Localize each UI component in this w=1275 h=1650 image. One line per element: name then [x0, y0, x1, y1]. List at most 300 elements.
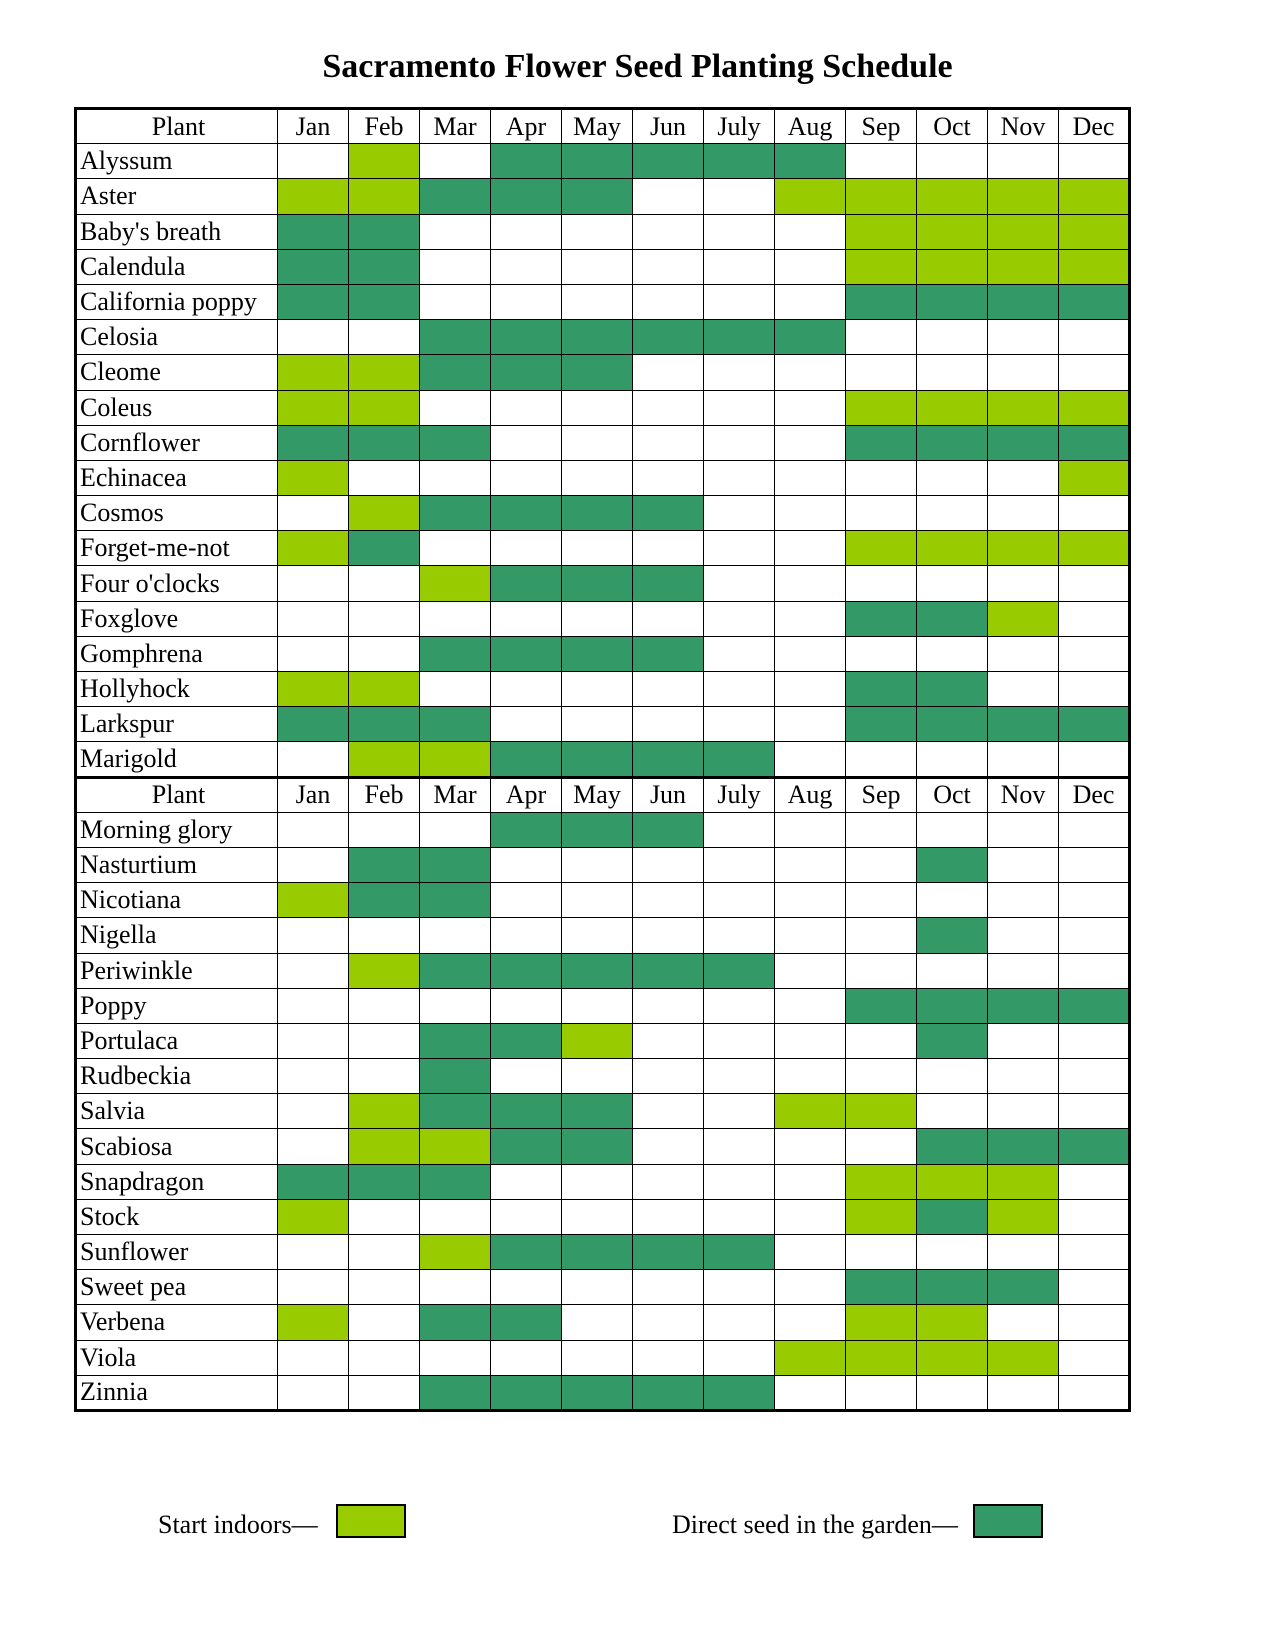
cell-empty: [775, 1235, 846, 1270]
cell-direct-seed: [988, 284, 1059, 319]
cell-empty: [349, 566, 420, 601]
cell-empty: [775, 496, 846, 531]
cell-empty: [988, 1094, 1059, 1129]
cell-empty: [562, 1059, 633, 1094]
cell-start-indoors: [917, 179, 988, 214]
cell-empty: [704, 847, 775, 882]
page-title: Sacramento Flower Seed Planting Schedule: [322, 48, 953, 85]
cell-direct-seed: [491, 953, 562, 988]
plant-name: Celosia: [76, 320, 278, 355]
cell-empty: [846, 953, 917, 988]
cell-direct-seed: [420, 1023, 491, 1058]
cell-empty: [491, 672, 562, 707]
cell-empty: [562, 1199, 633, 1234]
cell-direct-seed: [562, 1129, 633, 1164]
cell-empty: [420, 214, 491, 249]
column-header-month: Dec: [1059, 777, 1130, 812]
cell-direct-seed: [491, 566, 562, 601]
cell-empty: [704, 179, 775, 214]
cell-direct-seed: [562, 320, 633, 355]
cell-empty: [349, 1023, 420, 1058]
plant-name: Larkspur: [76, 707, 278, 742]
cell-empty: [562, 425, 633, 460]
cell-direct-seed: [633, 144, 704, 179]
table-row: [76, 566, 1130, 601]
cell-empty: [704, 566, 775, 601]
cell-direct-seed: [420, 1305, 491, 1340]
table-row: [76, 1059, 1130, 1094]
cell-direct-seed: [704, 953, 775, 988]
cell-empty: [562, 1270, 633, 1305]
cell-empty: [917, 355, 988, 390]
table-row: [76, 460, 1130, 495]
cell-empty: [278, 1270, 349, 1305]
column-header-plant: Plant: [76, 777, 278, 812]
cell-direct-seed: [420, 636, 491, 671]
column-header-month: May: [562, 777, 633, 812]
cell-direct-seed: [633, 320, 704, 355]
cell-empty: [633, 1199, 704, 1234]
cell-empty: [349, 918, 420, 953]
cell-empty: [420, 249, 491, 284]
cell-empty: [1059, 1235, 1130, 1270]
cell-start-indoors: [988, 179, 1059, 214]
cell-start-indoors: [988, 249, 1059, 284]
cell-empty: [420, 284, 491, 319]
column-header-month: Sep: [846, 777, 917, 812]
cell-direct-seed: [704, 144, 775, 179]
cell-empty: [633, 1270, 704, 1305]
cell-empty: [775, 636, 846, 671]
cell-empty: [349, 812, 420, 847]
cell-direct-seed: [562, 636, 633, 671]
cell-start-indoors: [349, 496, 420, 531]
cell-empty: [917, 566, 988, 601]
cell-empty: [1059, 1023, 1130, 1058]
cell-empty: [420, 1270, 491, 1305]
column-header-month: Jan: [278, 777, 349, 812]
table-row: [76, 742, 1130, 777]
plant-name: Verbena: [76, 1305, 278, 1340]
table-row: [76, 249, 1130, 284]
cell-direct-seed: [562, 1094, 633, 1129]
cell-empty: [633, 601, 704, 636]
cell-empty: [491, 531, 562, 566]
cell-empty: [1059, 1199, 1130, 1234]
cell-direct-seed: [704, 1235, 775, 1270]
cell-start-indoors: [988, 390, 1059, 425]
cell-start-indoors: [278, 531, 349, 566]
plant-name: Nigella: [76, 918, 278, 953]
cell-direct-seed: [491, 742, 562, 777]
column-header-month: Mar: [420, 109, 491, 144]
cell-direct-seed: [704, 320, 775, 355]
cell-empty: [846, 566, 917, 601]
cell-direct-seed: [562, 496, 633, 531]
cell-start-indoors: [988, 601, 1059, 636]
cell-direct-seed: [988, 1270, 1059, 1305]
cell-empty: [278, 601, 349, 636]
cell-empty: [278, 1235, 349, 1270]
cell-start-indoors: [917, 1340, 988, 1375]
cell-empty: [349, 636, 420, 671]
plant-name: Snapdragon: [76, 1164, 278, 1199]
cell-empty: [988, 1305, 1059, 1340]
column-header-month: Aug: [775, 777, 846, 812]
cell-direct-seed: [420, 707, 491, 742]
table-row: [76, 1340, 1130, 1375]
cell-start-indoors: [278, 355, 349, 390]
cell-empty: [775, 918, 846, 953]
cell-empty: [1059, 1059, 1130, 1094]
cell-empty: [775, 460, 846, 495]
cell-direct-seed: [846, 284, 917, 319]
table-row: [76, 1305, 1130, 1340]
cell-empty: [420, 918, 491, 953]
cell-start-indoors: [846, 1199, 917, 1234]
cell-direct-seed: [917, 672, 988, 707]
cell-empty: [349, 460, 420, 495]
cell-empty: [775, 355, 846, 390]
cell-start-indoors: [278, 1199, 349, 1234]
plant-name: Aster: [76, 179, 278, 214]
cell-empty: [988, 1235, 1059, 1270]
column-header-month: Jun: [633, 777, 704, 812]
cell-direct-seed: [562, 179, 633, 214]
cell-empty: [633, 918, 704, 953]
cell-empty: [633, 1340, 704, 1375]
cell-empty: [775, 284, 846, 319]
cell-direct-seed: [278, 249, 349, 284]
cell-empty: [349, 1059, 420, 1094]
cell-empty: [562, 531, 633, 566]
cell-direct-seed: [349, 284, 420, 319]
cell-empty: [775, 812, 846, 847]
cell-empty: [633, 355, 704, 390]
table-row: [76, 1235, 1130, 1270]
cell-empty: [846, 1059, 917, 1094]
cell-empty: [704, 1270, 775, 1305]
table-row: [76, 390, 1130, 425]
table-row: [76, 355, 1130, 390]
cell-start-indoors: [775, 1340, 846, 1375]
cell-empty: [775, 1270, 846, 1305]
cell-direct-seed: [846, 601, 917, 636]
cell-start-indoors: [278, 460, 349, 495]
cell-direct-seed: [988, 1129, 1059, 1164]
cell-direct-seed: [420, 1164, 491, 1199]
cell-empty: [775, 566, 846, 601]
cell-start-indoors: [562, 1023, 633, 1058]
cell-empty: [491, 847, 562, 882]
cell-direct-seed: [917, 918, 988, 953]
plant-name: Zinnia: [76, 1375, 278, 1410]
cell-empty: [846, 742, 917, 777]
cell-empty: [633, 1059, 704, 1094]
cell-empty: [988, 320, 1059, 355]
cell-direct-seed: [562, 953, 633, 988]
cell-empty: [775, 425, 846, 460]
cell-empty: [420, 1199, 491, 1234]
cell-empty: [562, 1340, 633, 1375]
cell-empty: [1059, 812, 1130, 847]
cell-empty: [491, 601, 562, 636]
cell-direct-seed: [491, 320, 562, 355]
cell-direct-seed: [562, 1235, 633, 1270]
column-header-month: Apr: [491, 109, 562, 144]
cell-direct-seed: [846, 1270, 917, 1305]
cell-direct-seed: [420, 425, 491, 460]
cell-empty: [917, 460, 988, 495]
table-row: [76, 1199, 1130, 1234]
plant-name: Rudbeckia: [76, 1059, 278, 1094]
cell-direct-seed: [633, 742, 704, 777]
cell-direct-seed: [633, 1375, 704, 1410]
cell-start-indoors: [349, 179, 420, 214]
cell-direct-seed: [988, 707, 1059, 742]
column-header-month: July: [704, 777, 775, 812]
legend-indoor-label: Start indoors—: [158, 1510, 318, 1539]
table-row: [76, 1094, 1130, 1129]
cell-start-indoors: [846, 249, 917, 284]
plant-name: Nasturtium: [76, 847, 278, 882]
cell-direct-seed: [917, 1199, 988, 1234]
table-row: [76, 496, 1130, 531]
cell-empty: [278, 988, 349, 1023]
cell-empty: [988, 847, 1059, 882]
cell-empty: [704, 918, 775, 953]
cell-empty: [704, 1305, 775, 1340]
plant-name: Periwinkle: [76, 953, 278, 988]
cell-empty: [633, 284, 704, 319]
cell-empty: [491, 284, 562, 319]
cell-empty: [917, 496, 988, 531]
cell-empty: [278, 144, 349, 179]
cell-empty: [704, 355, 775, 390]
cell-empty: [1059, 742, 1130, 777]
cell-start-indoors: [846, 1340, 917, 1375]
table-row: [76, 144, 1130, 179]
cell-empty: [704, 284, 775, 319]
cell-empty: [562, 847, 633, 882]
cell-start-indoors: [349, 355, 420, 390]
cell-empty: [633, 988, 704, 1023]
cell-direct-seed: [562, 812, 633, 847]
cell-empty: [704, 988, 775, 1023]
table-row: [76, 636, 1130, 671]
cell-direct-seed: [1059, 1129, 1130, 1164]
cell-empty: [1059, 883, 1130, 918]
column-header-month: Aug: [775, 109, 846, 144]
cell-direct-seed: [491, 496, 562, 531]
cell-empty: [704, 812, 775, 847]
cell-empty: [846, 847, 917, 882]
cell-empty: [704, 1164, 775, 1199]
cell-start-indoors: [278, 1305, 349, 1340]
cell-empty: [775, 988, 846, 1023]
cell-start-indoors: [278, 390, 349, 425]
cell-start-indoors: [278, 179, 349, 214]
cell-empty: [633, 1023, 704, 1058]
cell-empty: [491, 425, 562, 460]
cell-direct-seed: [775, 144, 846, 179]
cell-empty: [704, 214, 775, 249]
cell-empty: [988, 496, 1059, 531]
cell-start-indoors: [917, 214, 988, 249]
cell-empty: [704, 390, 775, 425]
cell-empty: [491, 1340, 562, 1375]
cell-empty: [704, 636, 775, 671]
cell-empty: [491, 988, 562, 1023]
table-row: [76, 1270, 1130, 1305]
cell-empty: [988, 883, 1059, 918]
cell-empty: [775, 1023, 846, 1058]
cell-empty: [1059, 496, 1130, 531]
cell-direct-seed: [1059, 707, 1130, 742]
cell-empty: [1059, 1094, 1130, 1129]
cell-empty: [704, 1340, 775, 1375]
cell-direct-seed: [562, 566, 633, 601]
plant-name: California poppy: [76, 284, 278, 319]
plant-name: Poppy: [76, 988, 278, 1023]
cell-empty: [633, 1129, 704, 1164]
cell-direct-seed: [917, 284, 988, 319]
cell-empty: [278, 1340, 349, 1375]
cell-start-indoors: [349, 953, 420, 988]
cell-empty: [420, 460, 491, 495]
cell-start-indoors: [349, 390, 420, 425]
cell-empty: [349, 1235, 420, 1270]
cell-direct-seed: [491, 179, 562, 214]
plant-name: Baby's breath: [76, 214, 278, 249]
cell-empty: [704, 672, 775, 707]
cell-direct-seed: [278, 1164, 349, 1199]
cell-direct-seed: [278, 425, 349, 460]
cell-empty: [633, 1305, 704, 1340]
cell-start-indoors: [846, 531, 917, 566]
cell-empty: [349, 988, 420, 1023]
plant-name: Echinacea: [76, 460, 278, 495]
cell-direct-seed: [633, 812, 704, 847]
cell-empty: [775, 1305, 846, 1340]
cell-empty: [633, 179, 704, 214]
cell-empty: [491, 249, 562, 284]
legend-direct-label: Direct seed in the garden—: [672, 1510, 958, 1539]
table-row: [76, 812, 1130, 847]
table-row: [76, 953, 1130, 988]
cell-empty: [491, 1270, 562, 1305]
cell-empty: [775, 707, 846, 742]
cell-start-indoors: [917, 390, 988, 425]
cell-start-indoors: [1059, 531, 1130, 566]
cell-empty: [278, 566, 349, 601]
table-row: [76, 179, 1130, 214]
cell-empty: [278, 1375, 349, 1410]
plant-name: Forget-me-not: [76, 531, 278, 566]
cell-empty: [704, 883, 775, 918]
cell-empty: [278, 1129, 349, 1164]
cell-direct-seed: [562, 355, 633, 390]
cell-empty: [633, 214, 704, 249]
cell-empty: [775, 601, 846, 636]
legend-indoor-swatch: [336, 1504, 406, 1538]
cell-empty: [562, 284, 633, 319]
cell-direct-seed: [562, 742, 633, 777]
cell-empty: [491, 918, 562, 953]
cell-empty: [1059, 636, 1130, 671]
cell-direct-seed: [420, 179, 491, 214]
cell-empty: [775, 742, 846, 777]
cell-empty: [988, 672, 1059, 707]
cell-empty: [633, 707, 704, 742]
cell-empty: [775, 1059, 846, 1094]
table-row: [76, 883, 1130, 918]
cell-empty: [633, 847, 704, 882]
table-row: [76, 601, 1130, 636]
cell-empty: [846, 1235, 917, 1270]
cell-direct-seed: [704, 1375, 775, 1410]
cell-empty: [1059, 1270, 1130, 1305]
cell-direct-seed: [1059, 988, 1130, 1023]
cell-start-indoors: [349, 144, 420, 179]
cell-direct-seed: [349, 847, 420, 882]
cell-empty: [1059, 1375, 1130, 1410]
table-row: [76, 918, 1130, 953]
cell-empty: [420, 1340, 491, 1375]
cell-empty: [278, 847, 349, 882]
cell-empty: [562, 1164, 633, 1199]
cell-empty: [1059, 566, 1130, 601]
planting-schedule-table: [74, 107, 1131, 1412]
cell-start-indoors: [1059, 249, 1130, 284]
cell-empty: [988, 953, 1059, 988]
cell-empty: [704, 425, 775, 460]
cell-empty: [278, 918, 349, 953]
table-row: [76, 531, 1130, 566]
cell-empty: [988, 460, 1059, 495]
cell-empty: [775, 1375, 846, 1410]
cell-start-indoors: [278, 672, 349, 707]
cell-empty: [491, 214, 562, 249]
plant-name: Hollyhock: [76, 672, 278, 707]
cell-direct-seed: [917, 1129, 988, 1164]
table-row: [76, 284, 1130, 319]
column-header-month: Apr: [491, 777, 562, 812]
plant-name: Sweet pea: [76, 1270, 278, 1305]
plant-name: Morning glory: [76, 812, 278, 847]
cell-direct-seed: [633, 1235, 704, 1270]
cell-empty: [562, 918, 633, 953]
cell-start-indoors: [846, 1094, 917, 1129]
cell-empty: [775, 1129, 846, 1164]
plant-name: Cosmos: [76, 496, 278, 531]
cell-direct-seed: [278, 214, 349, 249]
cell-direct-seed: [917, 707, 988, 742]
plant-name: Stock: [76, 1199, 278, 1234]
cell-start-indoors: [420, 1129, 491, 1164]
table-row: [76, 1164, 1130, 1199]
cell-empty: [846, 1129, 917, 1164]
plant-name: Nicotiana: [76, 883, 278, 918]
cell-empty: [704, 707, 775, 742]
cell-empty: [775, 953, 846, 988]
cell-empty: [562, 883, 633, 918]
cell-direct-seed: [917, 1023, 988, 1058]
cell-empty: [562, 988, 633, 1023]
cell-empty: [1059, 672, 1130, 707]
cell-direct-seed: [562, 144, 633, 179]
plant-name: Foxglove: [76, 601, 278, 636]
